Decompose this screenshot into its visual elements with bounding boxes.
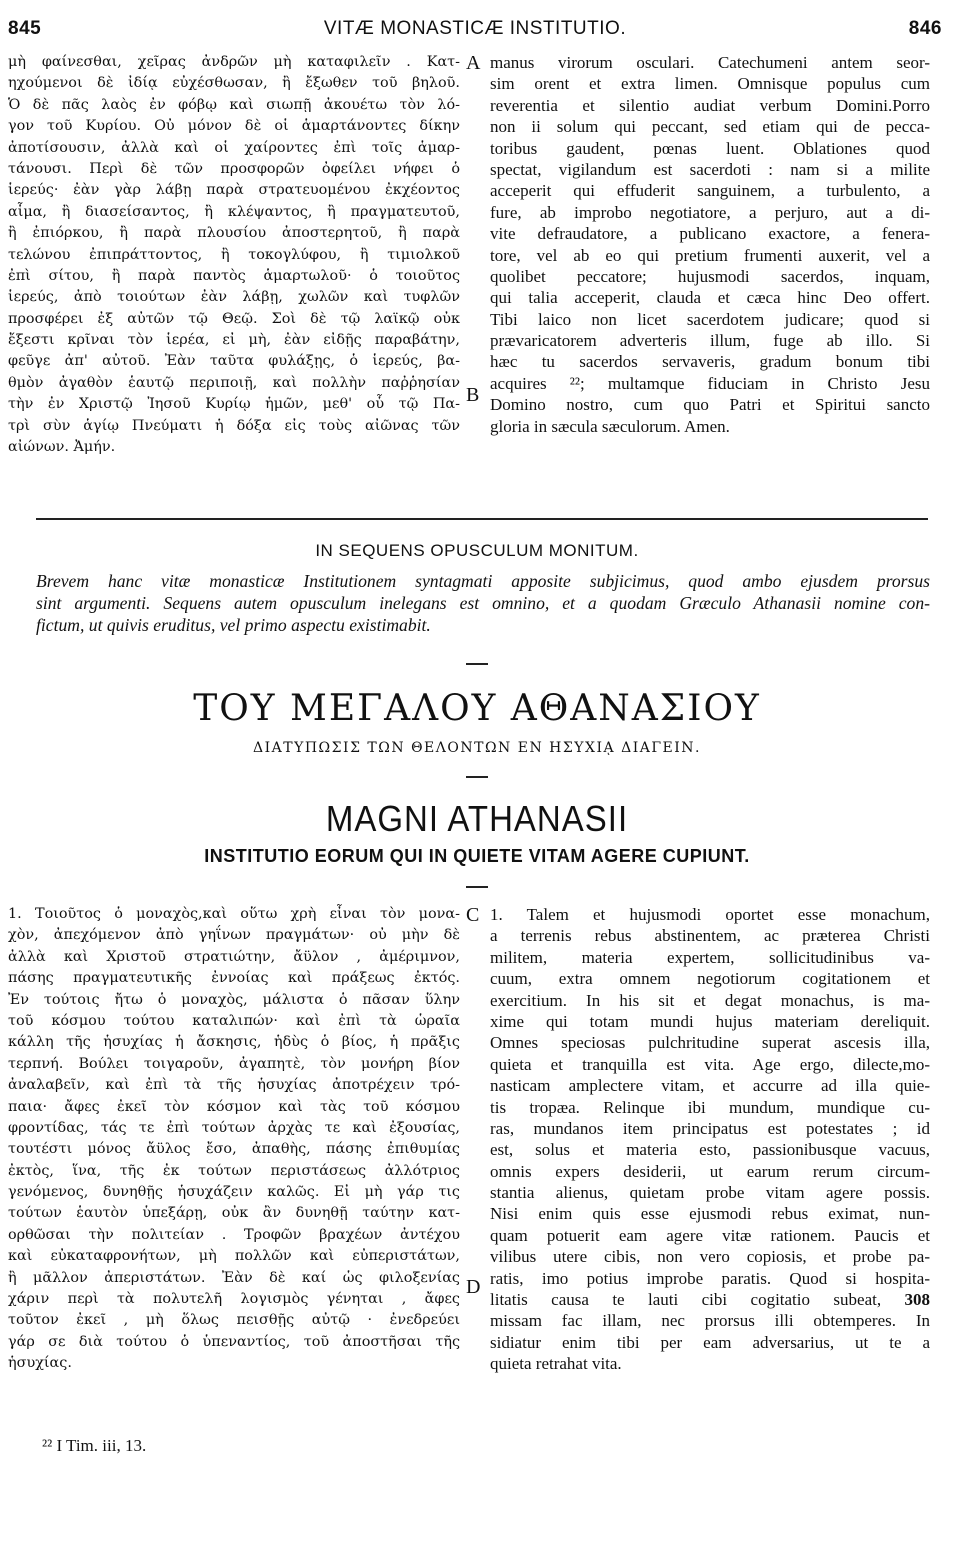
text-line: [490, 1289, 930, 1310]
text-line: ἢ μᾶλλον ἀπεριστάτων. Ἐὰν δὲ καί ὡς φιλοξενίας: [8, 1269, 460, 1286]
text-line: exercitium. In his sit et degat monachus, is ma-: [490, 990, 930, 1010]
section-rule: [36, 518, 928, 520]
text-line: ἀποτίσουσιν, ἀλλὰ καὶ οἱ χαίροντες ἐπὶ τοῖς ἁμαρ-: [8, 139, 460, 156]
text-line: fure, ab improbo negotiatore, a perjuro, aut a di-: [490, 202, 930, 222]
margin-marker-b: B: [466, 384, 480, 406]
text-line: γον τοῦ Κυρίου. Οὐ μόνον δὲ οἱ ἁμαρτάνοντες δίκην: [8, 118, 460, 135]
text-line: manus virorum osculari. Catechumeni antem seor-: [490, 53, 930, 72]
text-line: αἰώνων. Ἀμήν.: [8, 439, 116, 456]
text-line: militem, materia expertem, sollicitudinibus va-: [490, 947, 930, 967]
margin-marker-a: A: [466, 52, 481, 74]
separator-dash: [466, 776, 488, 778]
greek-title: ΤΟΥ ΜΕΓΑΛΟΥ ΑΘΑΝΑΣΙΟΥ: [193, 688, 761, 729]
text-line: prævaricatorem adverteris illum, fuge ab illo. Si: [490, 331, 930, 351]
text-line: πάσης πραγματευτικῆς ἐννοίας καὶ πράξεως ἐκτός.: [8, 970, 460, 987]
text-line: sim orent et extra limen. Omnisque populus cum: [490, 74, 930, 94]
text-line: ἐκτὸς, ἵνα, τῆς ἐκ τούτων περιστάσεως ἀλλότριος: [8, 1162, 460, 1179]
text-line: ἱερεύς, ἀπὸ τοιούτων ἐὰν λάβῃ, χωλῶν καὶ τυφλῶν: [8, 289, 460, 306]
text-line: quolibet peccatore; hujusmodi sacerdos, inquam,: [490, 266, 930, 286]
monitum-title: IN SEQUENS OPUSCULUM MONITUM.: [315, 541, 639, 560]
text-line: acquires ²²; multamque fiduciam in Christo Jesu: [490, 373, 930, 393]
monitum-text: [36, 570, 930, 636]
text-line: καὶ εὐκαταφρονήτων, μὴ πολλῶν καὶ εὐπεριστάτων,: [8, 1248, 460, 1265]
text-line: χὸν, ἀπεχόμενον ἀπὸ γηΐνων πραγμάτων· οὐ μὴν δὲ: [8, 927, 460, 944]
text-line: vilibus utere cibis, non vero copiosis, et probe pa-: [490, 1247, 930, 1267]
left-page-number: 845: [8, 18, 42, 39]
text-line: κάλλη τῆς ἡσυχίας ἡ ἄσκησις, ἡδὺς ὁ βίος, ἡ πρᾶξις: [8, 1034, 460, 1051]
text-line: μὴ φαίνεσθαι, χεῖρας ἀνδρῶν μὴ καταφιλεῖν . Κατ-: [8, 54, 460, 70]
text-line: quam potuerit eam agere vitæ rationem. Paucis et: [490, 1225, 930, 1245]
text-line: acceperit qui effuderit sanguinem, a turbulento, a: [490, 181, 930, 201]
separator-dash: [466, 663, 488, 665]
text-line: παια· ἄφες ἐκεῖ τὸν κόσμον καὶ τὰς τοῦ κόσμου: [8, 1098, 460, 1115]
latin-title: MAGNI ATHANASII: [325, 798, 629, 839]
footnote: ²² I Tim. iii, 13.: [42, 1436, 147, 1455]
text-line: nasticam amplectere vitam, et accurre ad illa quie-: [490, 1076, 930, 1096]
text-line: ἢ ἐπιόρκου, ἢ παρὰ πλουσίου ἀποστερητοῦ, ἢ παρὰ: [8, 225, 460, 242]
text-line: Domino nostro, cum quo Patri et Spiritui sancto: [490, 395, 930, 415]
text-line: χάριν περὶ τὰ πολυτελῆ λογισμὸς γένηται , ἄφες: [8, 1291, 460, 1308]
top-latin-column: [490, 52, 930, 437]
text-line: quieta et tranquilla est vita. Age ergo, dilecte,mo-: [490, 1054, 930, 1074]
text-line: Tibi laico non licet sacerdotem judicare; quod si: [490, 309, 930, 329]
text-line: θμὸν ἀγαθὸν ἑαυτῷ περιποιῇ, καὶ πολλὴν παῤῥησίαν: [8, 374, 460, 391]
text-line: reverentia et silentio audiat verbum Domini.Porro: [490, 95, 930, 115]
text-line: ἐπὶ σίτου, ἢ παρὰ παντὸς ἁμαρτωλοῦ· ὁ τοιοῦτος: [8, 267, 460, 284]
text-line: tore, vel ab eo qui pretium frumenti auxerit, vel a: [490, 245, 930, 265]
text-line: ἀλλὰ καὶ Χριστοῦ στρατιώτην, ἄϋλον , ἀμέριμνον,: [8, 948, 460, 965]
column-number: 308: [904, 1290, 930, 1310]
text-line: spectat, vigilandum est sacerdoti : nam si a milite: [490, 159, 930, 179]
text-line: τουτέστι μόνος ἄϋλος ἔσο, ἀπαθὴς, πάσης ἐπιθυμίας: [8, 1141, 460, 1158]
text-line: Brevem hanc vitæ monasticæ Institutionem syntagmati apposite subjicimus, quod ambo ejusdem prorsus: [36, 571, 930, 591]
text-line: τερπνή. Βούλει τοιγαροῦν, ἀγαπητὲ, τὸν μονήρη βίον: [8, 1055, 460, 1072]
margin-marker-c: C: [466, 904, 480, 926]
text-line: omnis expers desiderii, ut earum rerum circum-: [490, 1161, 930, 1181]
text-line: ἔξεστι κρῖναι τὸν ἱερέα, εἰ μὴ, ἐὰν εἰδῇς παραβάτην,: [8, 332, 460, 349]
text-line: fictum, ut quivis eruditus, vel primo aspectu existimabit.: [36, 615, 431, 635]
text-line: ηχούμενοι δὲ ἰδίᾳ εὐχέσθωσαν, ἢ ἔξωθεν τοῦ βηλοῦ.: [8, 75, 460, 92]
text-line: non ii solum qui peccant, sed etiam qui de pecca-: [490, 117, 930, 137]
text-line: τὴν ἐν Χριστῷ Ἰησοῦ Κυρίῳ ἡμῶν, μεθ' οὗ τῷ Πα-: [8, 396, 460, 413]
text-line-part: litatis causa te lauti cibi cogitatio subeat,: [490, 1290, 905, 1310]
text-line: missam fac illam, nec prorsus illi obtemperes. In: [490, 1311, 930, 1331]
text-line: hæc tu sacerdos servaveris, gradum bonum tibi: [490, 352, 930, 372]
text-line: φεῦγε ἀπ' αὐτοῦ. Ἐὰν ταῦτα φυλάξῃς, ὁ ἱερεύς, βα-: [8, 353, 460, 370]
running-header: [8, 18, 942, 46]
text-line: Nisi enim quis esse ejusmodi rebus eximat, nun-: [490, 1204, 930, 1224]
text-line: αἷμα, ἢ διασείσαντος, ἢ κλέψαντος, ἢ πραγματευτοῦ,: [8, 203, 460, 220]
separator-dash: [466, 886, 488, 888]
text-line: προσφέρει ἐξ αὐτῶν τῷ Θεῷ. Σοὶ δὲ τῷ λαϊκῷ οὐκ: [8, 310, 460, 327]
text-line: Ἐν τούτοις ἤτω ὁ μοναχὸς, μάλιστα ὁ πᾶσαν ὕλην: [8, 991, 460, 1008]
text-line: Omnes speciosas pulchritudine superat ascesis illa,: [490, 1033, 930, 1053]
margin-marker-d: D: [466, 1276, 481, 1298]
text-line: τάνουσι. Περὶ δὲ τῶν προσφορῶν ὀφείλει νήφει ὁ: [8, 160, 460, 177]
bottom-latin-column: [490, 904, 930, 1375]
text-line: τούτων ἑαυτὸν ὑπεξάρῃ, οὐκ ἂν δυνηθῇ ταύτην κατ-: [8, 1205, 460, 1222]
top-greek-column: [8, 52, 460, 458]
text-line: τρὶ σὺν ἁγίῳ Πνεύματι ἡ δόξα εἰς τοὺς αἰῶνας τῶν: [8, 417, 460, 434]
text-line: ἡσυχίας.: [8, 1355, 72, 1372]
text-line: γάρ σε διὰ τούτου ὁ ὑπεναντίος, τοῦ ἀποστῆσαι τῆς: [8, 1333, 460, 1350]
text-line: est, solus et materia esto, passionibusque vacuus,: [490, 1140, 930, 1160]
text-line: vite defraudatore, a publicano exactore, a fenera-: [490, 224, 930, 244]
text-line: ἱερεύς· ἐὰν γὰρ λάβῃ παρὰ στρατευομένου ἐκχέοντος: [8, 182, 460, 199]
text-line: φροντίδας, τάς τε ἐπὶ τούτων ἀρχὰς τε καὶ ἐξουσίας,: [8, 1119, 460, 1136]
right-page-number: 846: [908, 18, 942, 39]
text-line: toribus gaudent, pœnas luent. Oblationes quod: [490, 138, 930, 158]
text-line: quieta retrahat vita.: [490, 1354, 622, 1374]
text-line: ratis, imo potius improbe paratis. Quod si hospita-: [490, 1268, 930, 1288]
text-line: tis tropæa. Relinque ibi mundum, mundique cu-: [490, 1097, 930, 1117]
text-line: ἀναλαβεῖν, καὶ ἐπὶ τὰ τῆς ἡσυχίας ἀποτρέχειν τρό-: [8, 1077, 460, 1094]
latin-subtitle: INSTITUTIO EORUM QUI IN QUIETE VITAM AGERE CUPIUNT.: [204, 846, 750, 866]
text-line: sidiatur enim tibi per eam adversarius, ut te a: [490, 1332, 930, 1352]
text-line: ras, mundanos item principatus est potestates ; id: [490, 1118, 930, 1138]
greek-subtitle: ΔΙΑΤΥΠΩΣΙΣ ΤΩΝ ΘΕΛΟΝΤΩΝ ΕΝ ΗΣΥΧΙᾼ ΔΙΑΓΕΙΝ.: [253, 740, 701, 756]
text-line: ορθῶσαι τὴν πολιτείαν . Τροφῶν βραχέων ἀντέχου: [8, 1226, 460, 1243]
text-line: xime qui totam mundi hujus materiam dereliquit.: [490, 1011, 930, 1031]
text-line: γενόμενος, δυνηθῇς ἡσυχάζειν καλῶς. Εἰ μὴ γάρ τις: [8, 1184, 460, 1201]
text-line: stantia alienus, quietam probe vitam agere possis.: [490, 1183, 930, 1203]
text-line: 1. Talem et hujusmodi oportet esse monachum,: [490, 905, 930, 924]
text-line: gloria in sæcula sæculorum. Amen.: [490, 416, 730, 436]
text-line: qui talia acceperit, clauda et cæca hinc Deo offert.: [490, 288, 930, 308]
text-line: sint argumenti. Sequens autem opusculum inelegans est omnino, et a quodam Græculo Athanasii nomine con-: [36, 593, 930, 613]
text-line: τοῦ κόσμου τούτου καταλιπών· καὶ ἐπὶ τὰ ὡραῖα: [8, 1012, 460, 1029]
text-line: 1. Τοιοῦτος ὁ μοναχὸς,καὶ οὕτω χρὴ εἶναι τὸν μονα-: [8, 906, 460, 922]
text-line: τελώνου ἐπιπράττοντος, ἢ τοκογλύφου, ἢ τιμιολκοῦ: [8, 246, 460, 263]
running-title: VITÆ MONASTICÆ INSTITUTIO.: [323, 18, 627, 39]
text-line: cuum, extra omnem negotiorum cogitationem et: [490, 969, 930, 989]
text-line: a terrenis rebus abstinentem, ac præterea Christi: [490, 926, 930, 946]
text-line: Ὁ δὲ πᾶς λαὸς ἐν φόβῳ καὶ σιωπῇ ἀκουέτω τὸν λό-: [8, 96, 460, 113]
text-line: τοῦτον ἐκεῖ , μὴ ὅλως πεισθῇς αὐτῷ · ἐνεδρεύει: [8, 1312, 460, 1329]
bottom-greek-column: [8, 904, 460, 1375]
